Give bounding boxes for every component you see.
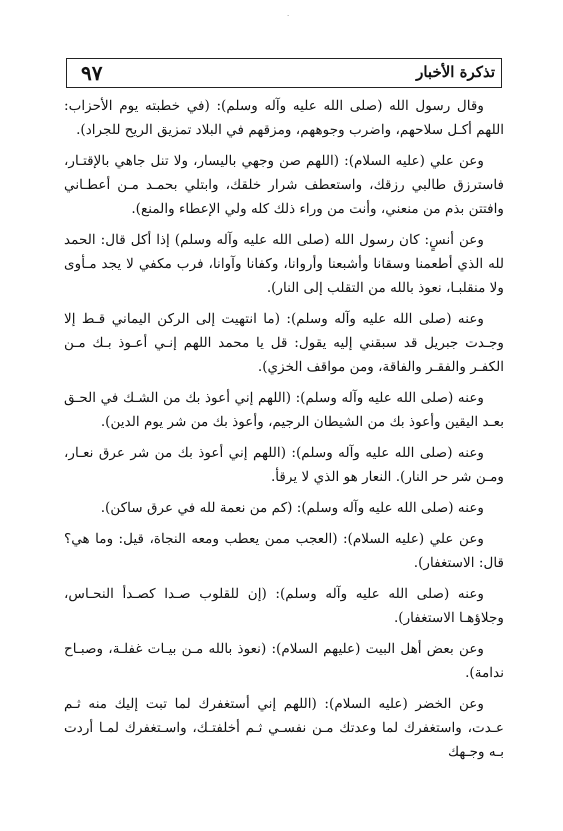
paragraph: وعن أنسٍ: كان رسول الله (صلى الله عليه وآله وسلم) إذا أكل قال: الحمد لله الذي أطعمنا وسقانا وأشبعنا وأروانا، وكفانا وآوانا، فرب مكفي لا يجد مـأوى ولا منقلبـا، نعوذ بالله من التقلب إلى النار).: [64, 232, 504, 296]
paragraph: وعن علي (عليه السلام): (العجب ممن يعطب ومعه النجاة، قيل: وما هي؟ قال: الاستغفار).: [64, 531, 504, 571]
paragraph: وعنه (صلى الله عليه وآله وسلم): (اللهم إني أعوذ بك من شر عرق نعـار، ومـن شر حر النار). النعار هو الذي لا يرقأ.: [64, 445, 504, 485]
paragraph: وعنه (صلى الله عليه وآله وسلم): (اللهم إني أعوذ بك من الشـك في الحـق بعـد اليقين وأعوذ بك من الشيطان الرجيم، وأعوذ بك من شر يوم الدين).: [64, 390, 504, 430]
top-mark: ·: [287, 12, 290, 20]
paragraph: وعنه (صلى الله عليه وآله وسلم): (إن للقلوب صـدا كصـدأ النحـاس، وجلاؤهـا الاستغفار).: [64, 586, 504, 626]
page-body: [64, 94, 504, 771]
paragraph: وعنه (صلى الله عليه وآله وسلم): (كم من نعمة لله في عرق ساكن).: [100, 500, 484, 516]
page-title: تذكرة الأخبار: [416, 63, 495, 81]
paragraph: وعنه (صلى الله عليه وآله وسلم): (ما انتهيت إلى الركن اليماني قـط إلا وجـدت جبريل قد سبقني إليه يقول: قل يا محمد اللهم إنـي أعـوذ بـك مـن الكفـر والفقـر والفاقة، ومن مواقف الخزي).: [64, 311, 504, 375]
page-number: ٩٧: [81, 61, 103, 85]
paragraph: وعن علي (عليه السلام): (اللهم صن وجهي باليسار، ولا تنل جاهي بالإقتـار، فاسترزق طالبي رزقك، واستعطف شرار خلقك، وابتلي بحمـد مـن أعطـاني وافتتن بذم من منعني، وأنت من وراء ذلك كله ولي الإعطاء والمنع).: [64, 153, 504, 217]
page-header: [66, 58, 502, 88]
paragraph: وعن الخضر (عليه السلام): (اللهم إني أستغفرك لما تبت إليك منه ثـم عـدت، واستغفرك لما وعدتك مـن نفسـي ثـم أخلفتـك، واسـتغفرك لمـا أردت بـه وجـهك: [64, 696, 504, 760]
paragraph: وعن بعض أهل البيت (عليهم السلام): (نعوذ بالله مـن بيـات غفلـة، وصبـاح ندامة).: [64, 641, 504, 681]
paragraph: وقال رسول الله (صلى الله عليه وآله وسلم): (في خطبته يوم الأحزاب: اللهم أكـل سلاحهم، واضرب وجوههم، ومزقهم في البلاد تمزيق الريح للجراد).: [64, 98, 504, 138]
